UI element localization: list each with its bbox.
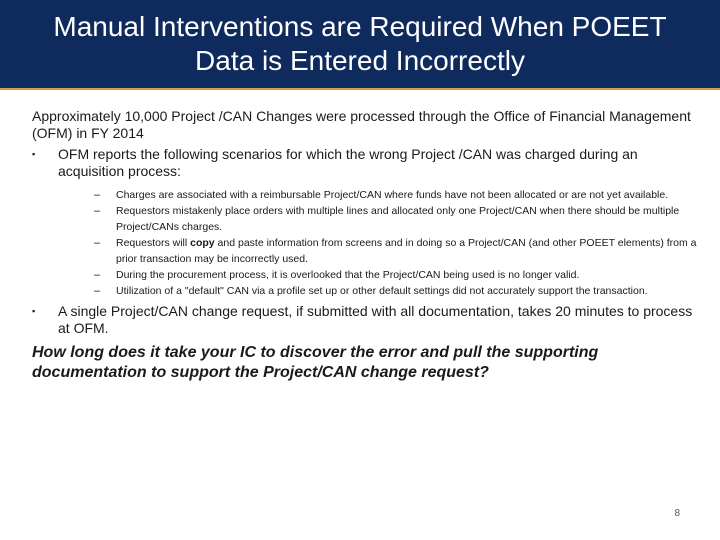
dash-bullet-icon: – [94,285,101,297]
sub-bullet-item [58,267,698,283]
sub-bullet-item [58,187,698,203]
dash-bullet-icon: – [94,269,101,281]
dash-bullet-icon: – [94,189,101,201]
sub-bullet-item [58,235,698,267]
slide-content [32,108,698,383]
question-text: How long does it take your IC to discover the error and pull the supporting documentation to support the Project/CAN change request? [32,344,599,381]
bullet-text: OFM reports the following scenarios for which the wrong Project /CAN was charged during an acquisition process: [58,146,638,179]
intro-text: Approximately 10,000 Project /CAN Changes were processed through the Office of Financial Management (OFM) in FY 2014 [32,108,691,141]
sub-bullet-text-start: Requestors will [116,237,191,249]
bullet-item [32,303,698,337]
sub-bullet-list [58,187,698,299]
square-bullet-icon: ▪ [32,306,36,316]
square-bullet-icon: ▪ [32,149,36,159]
dash-bullet-icon: – [94,237,101,249]
page-number: 8 [674,508,680,519]
sub-bullet-text-bold: copy [190,237,215,249]
sub-bullet-item [58,283,698,299]
bullet-text: A single Project/CAN change request, if submitted with all documentation, takes 20 minutes to process at OFM. [58,303,693,336]
slide-title-line-2: Data is Entered Incorrectly [195,45,525,76]
sub-bullet-item [58,203,698,235]
sub-bullet-text-end: and paste information from screens and in doing so a Project/CAN (and other POEET elements) from a prior transaction may be incorrectly used. [116,237,697,265]
sub-bullet-text: During the procurement process, it is overlooked that the Project/CAN being used is no longer valid. [116,269,580,281]
sub-bullet-text: Charges are associated with a reimbursable Project/CAN where funds have not been allocated or are not yet available. [116,189,669,201]
sub-bullet-text: Requestors mistakenly place orders with multiple lines and allocated only one Project/CAN when there should be multiple Project/CANs charges. [116,205,680,233]
title-bar [0,0,720,90]
sub-bullet-text: Utilization of a "default" CAN via a profile set up or other default settings did not accurately support the transaction. [116,285,648,297]
bullet-item [32,146,698,299]
dash-bullet-icon: – [94,205,101,217]
slide-title-line-1: Manual Interventions are Required When POEET [53,11,667,42]
